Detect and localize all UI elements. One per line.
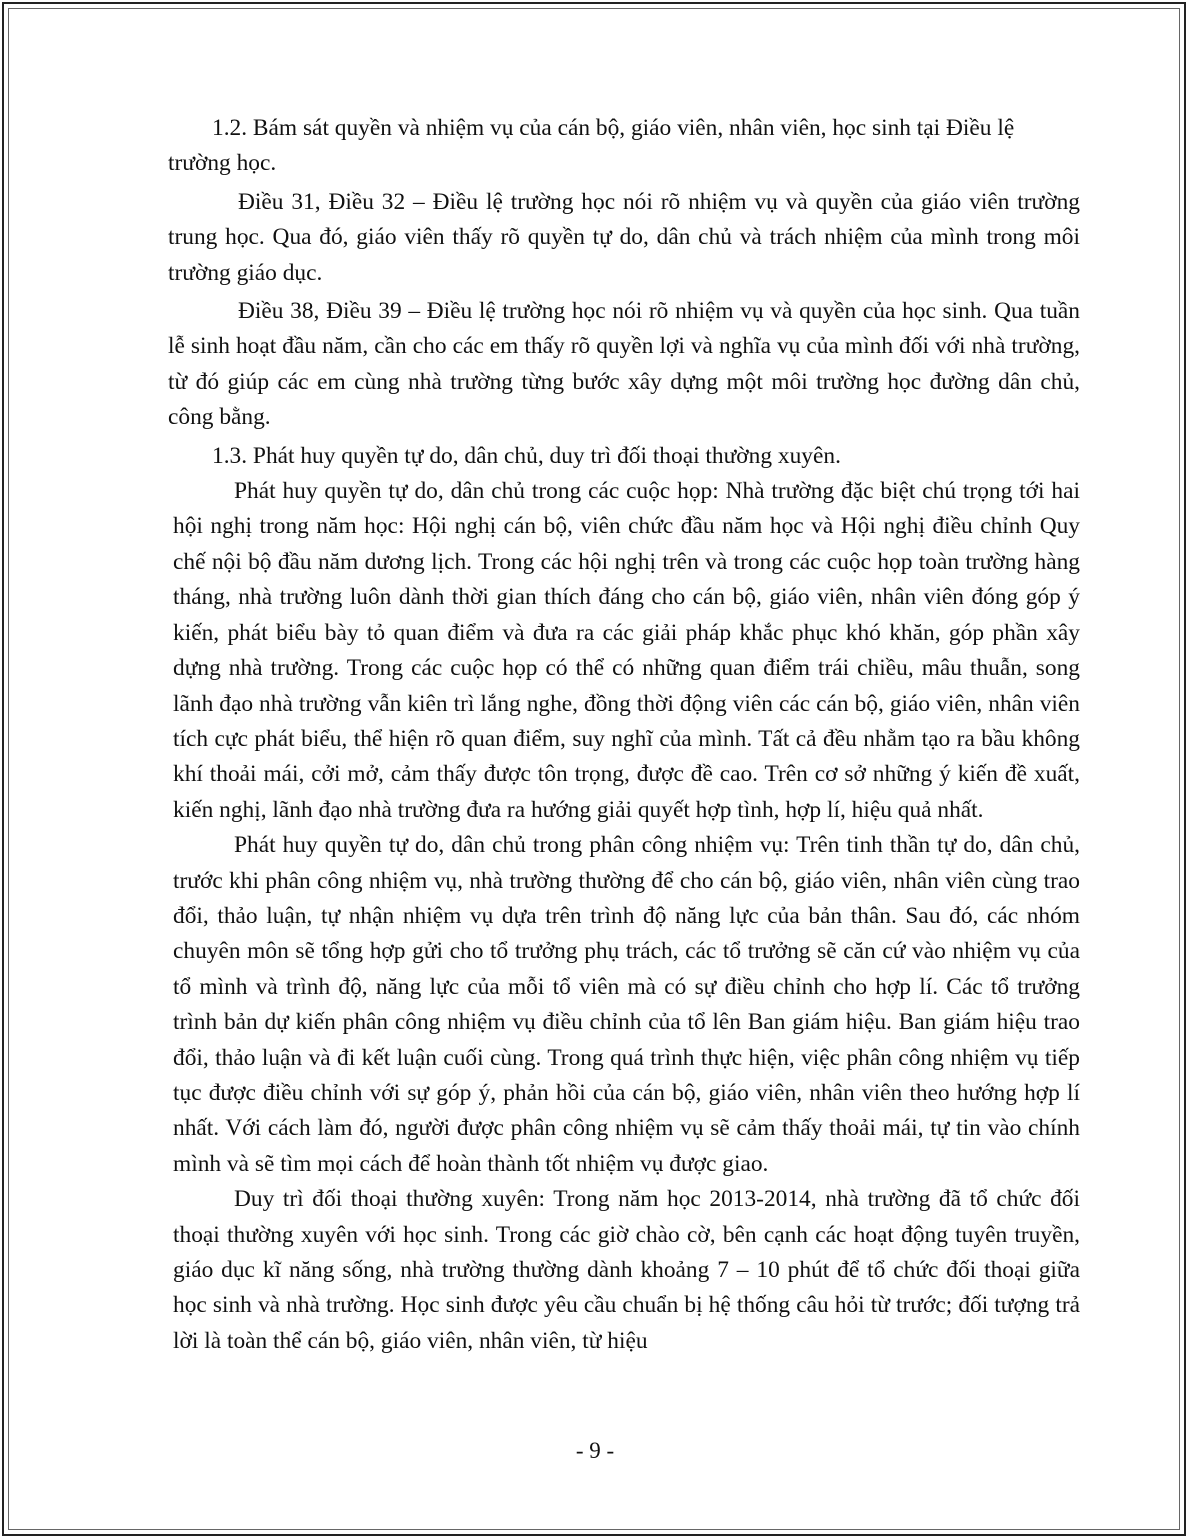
paragraph-phan-cong: Phát huy quyền tự do, dân chủ trong phân công nhiệm vụ: Trên tinh thần tự do, dân chủ, trước khi phân công nhiệm vụ, nhà trường thường để cho cán bộ, giáo viên, nhân viên cùng trao đổi, thảo luận, tự nhận nhiệm vụ dựa trên trình độ năng lực của bản thân. Sau đó, các nhóm chuyên môn sẽ tổng hợp gửi cho tổ trưởng phụ trách, các tổ trưởng sẽ căn cứ vào nhiệm vụ của tổ mình và trình độ, năng lực của mỗi tổ viên mà có sự điều chỉnh cho hợp lí. Các tổ trưởng trình bản dự kiến phân công nhiệm vụ điều chỉnh của tổ lên Ban giám hiệu. Ban giám hiệu trao đổi, thảo luận và đi kết luận cuối cùng. Trong quá trình thực hiện, việc phân công nhiệm vụ tiếp tục được điều chỉnh với sự góp ý, phản hồi của cán bộ, giáo viên, nhân viên theo hướng hợp lí nhất. Với cách làm đó, người được phân công nhiệm vụ sẽ cảm thấy thoải mái, tự tin vào chính mình và sẽ tìm mọi cách để hoàn thành tốt nhiệm vụ được giao. — [173, 832, 1080, 1177]
section-heading-1-2: 1.2. Bám sát quyền và nhiệm vụ của cán bộ, giáo viên, nhân viên, học sinh tại Điều lệ trường học. — [168, 115, 1015, 177]
document-body — [168, 108, 1080, 1359]
paragraph-cuoc-hop: Phát huy quyền tự do, dân chủ trong các cuộc họp: Nhà trường đặc biệt chú trọng tới hai hội nghị trong năm học: Hội nghị cán bộ, viên chức đầu năm học và Hội nghị điều chỉnh Quy chế nội bộ đầu năm dương lịch. Trong các hội nghị trên và trong các cuộc họp toàn trường hàng tháng, nhà trường luôn dành thời gian thích đáng cho cán bộ, giáo viên, nhân viên đóng góp ý kiến, phát biểu bày tỏ quan điểm và đưa ra các giải pháp khắc phục khó khăn, góp phần xây dựng nhà trường. Trong các cuộc họp có thể có những quan điểm trái chiều, mâu thuẫn, song lãnh đạo nhà trường vẫn kiên trì lắng nghe, đồng thời động viên các cán bộ, giáo viên, nhân viên tích cực phát biểu, thể hiện rõ quan điểm, suy nghĩ của mình. Tất cả đều nhằm tạo ra bầu không khí thoải mái, cởi mở, cảm thấy được tôn trọng, được đề cao. Trên cơ sở những ý kiến đề xuất, kiến nghị, lãnh đạo nhà trường đưa ra hướng giải quyết hợp tình, hợp lí, hiệu quả nhất. — [173, 478, 1080, 823]
paragraph-dieu-31-32: Điều 31, Điều 32 – Điều lệ trường học nói rõ nhiệm vụ và quyền của giáo viên trường trung học. Qua đó, giáo viên thấy rõ quyền tự do, dân chủ và trách nhiệm của mình trong môi trường giáo dục. — [168, 188, 1080, 286]
paragraph-doi-thoai: Duy trì đối thoại thường xuyên: Trong năm học 2013-2014, nhà trường đã tổ chức đối thoại thường xuyên với học sinh. Trong các giờ chào cờ, bên cạnh các hoạt động tuyên truyền, giáo dục kĩ năng sống, nhà trường thường dành khoảng 7 – 10 phút để tổ chức đối thoại giữa học sinh và nhà trường. Học sinh được yêu cầu chuẩn bị hệ thống câu hỏi từ trước; đối tượng trả lời là toàn thể cán bộ, giáo viên, nhân viên, từ hiệu — [173, 1186, 1080, 1354]
page-number: - 9 - — [575, 1438, 615, 1463]
section-1-3-body — [173, 474, 1080, 1359]
paragraph-dieu-38-39: Điều 38, Điều 39 – Điều lệ trường học nói rõ nhiệm vụ và quyền của học sinh. Qua tuần lễ sinh hoạt đầu năm, cần cho các em thấy rõ quyền lợi và nghĩa vụ của mình đối với nhà trường, từ đó giúp các em cùng nhà trường từng bước xây dựng một môi trường học đường dân chủ, công bằng. — [168, 298, 1080, 431]
section-heading-1-3: 1.3. Phát huy quyền tự do, dân chủ, duy trì đối thoại thường xuyên. — [212, 442, 841, 469]
